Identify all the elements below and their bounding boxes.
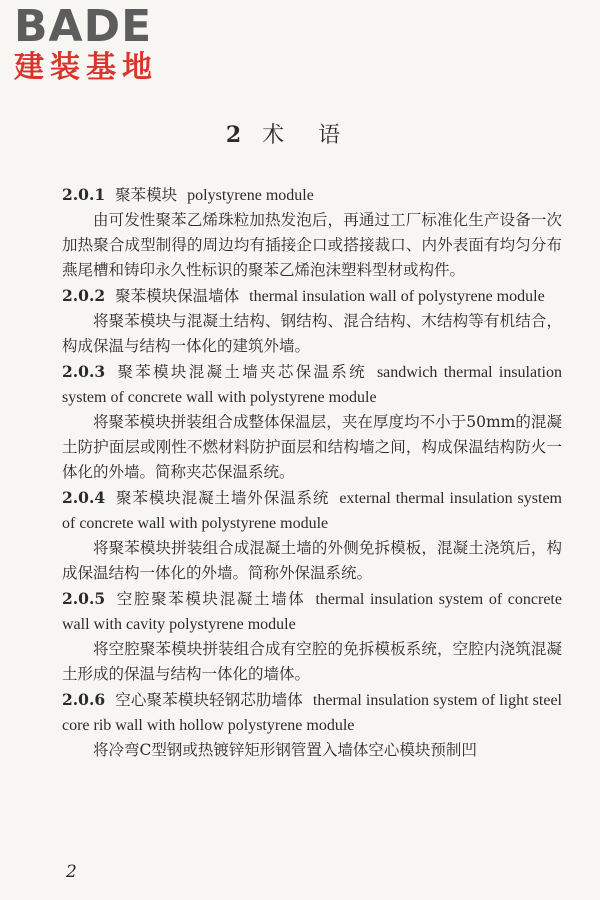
- term-header: [62, 586, 562, 637]
- term-english: external thermal insulation system of concrete wall with polystyrene module: [62, 490, 562, 532]
- term-number: 2.0.4: [62, 488, 106, 507]
- term-chinese: 空心聚苯模块轻钢芯肋墙体: [115, 691, 303, 709]
- term-english: thermal insulation system of concrete wall with cavity polystyrene module: [62, 591, 562, 633]
- logo-wordmark: BADE: [14, 1, 153, 52]
- term-entry: [62, 586, 562, 687]
- term-english: sandwich thermal insulation system of concrete wall with polystyrene module: [62, 364, 562, 406]
- term-number: 2.0.1: [62, 185, 106, 204]
- term-definition: 将聚苯模块拼装组合成整体保温层，夹在厚度均不小于50mm的混凝土防护面层或刚性不燃材料防护面层和结构墙之间，构成保温结构防火一体化的外墙。简称夹芯保温系统。: [62, 413, 562, 481]
- brand-logo: [14, 1, 158, 85]
- term-number: 2.0.2: [62, 286, 106, 305]
- logo-subtitle: 建装基地: [14, 50, 158, 85]
- term-header: [62, 485, 562, 536]
- term-english: thermal insulation wall of polystyrene module: [249, 288, 545, 305]
- term-chinese: 空腔聚苯模块混凝土墙体: [115, 590, 306, 608]
- chapter-heading: [0, 118, 600, 149]
- term-chinese: 聚苯模块混凝土墙外保温系统: [115, 489, 330, 507]
- term-entry: [62, 283, 562, 359]
- term-entry: [62, 359, 562, 485]
- term-number: 2.0.3: [62, 362, 106, 381]
- term-chinese: 聚苯模块: [115, 186, 178, 204]
- term-definition: 将空腔聚苯模块拼装组合成有空腔的免拆模板系统，空腔内浇筑混凝土形成的保温与结构一体化的墙体。: [62, 640, 562, 683]
- term-header: [62, 359, 562, 410]
- chapter-number: 2: [225, 122, 245, 148]
- term-definition: 将聚苯模块与混凝土结构、钢结构、混合结构、木结构等有机结合，构成保温与结构一体化的建筑外墙。: [62, 312, 562, 355]
- term-number: 2.0.5: [62, 589, 106, 608]
- term-header: [62, 283, 562, 309]
- page-number: 2: [66, 862, 77, 882]
- term-entry: [62, 485, 562, 586]
- term-header: [62, 182, 562, 208]
- term-entry: [62, 687, 562, 763]
- term-entry: [62, 182, 562, 283]
- term-definition: 由可发性聚苯乙烯珠粒加热发泡后，再通过工厂标准化生产设备一次加热聚合成型制得的周边均有插接企口或搭接裁口、内外表面有均匀分布燕尾槽和铸印永久性标识的聚苯乙烯泡沫塑料型材或构件。: [62, 211, 562, 279]
- term-english: polystyrene module: [187, 187, 314, 204]
- term-header: [62, 687, 562, 738]
- term-definition: 将冷弯C型钢或热镀锌矩形钢管置入墙体空心模块预制凹: [93, 741, 477, 759]
- term-chinese: 聚苯模块混凝土墙夹芯保温系统: [115, 363, 367, 381]
- term-english: thermal insulation system of light steel core rib wall with hollow polystyrene module: [62, 692, 562, 734]
- term-definition: 将聚苯模块拼装组合成混凝土墙的外侧免拆模板，混凝土浇筑后，构成保温结构一体化的外墙。简称外保温系统。: [62, 539, 562, 582]
- term-chinese: 聚苯模块保温墙体: [115, 287, 240, 305]
- term-number: 2.0.6: [62, 690, 106, 709]
- chapter-title: 术语: [262, 123, 375, 148]
- terms-list: [62, 182, 562, 763]
